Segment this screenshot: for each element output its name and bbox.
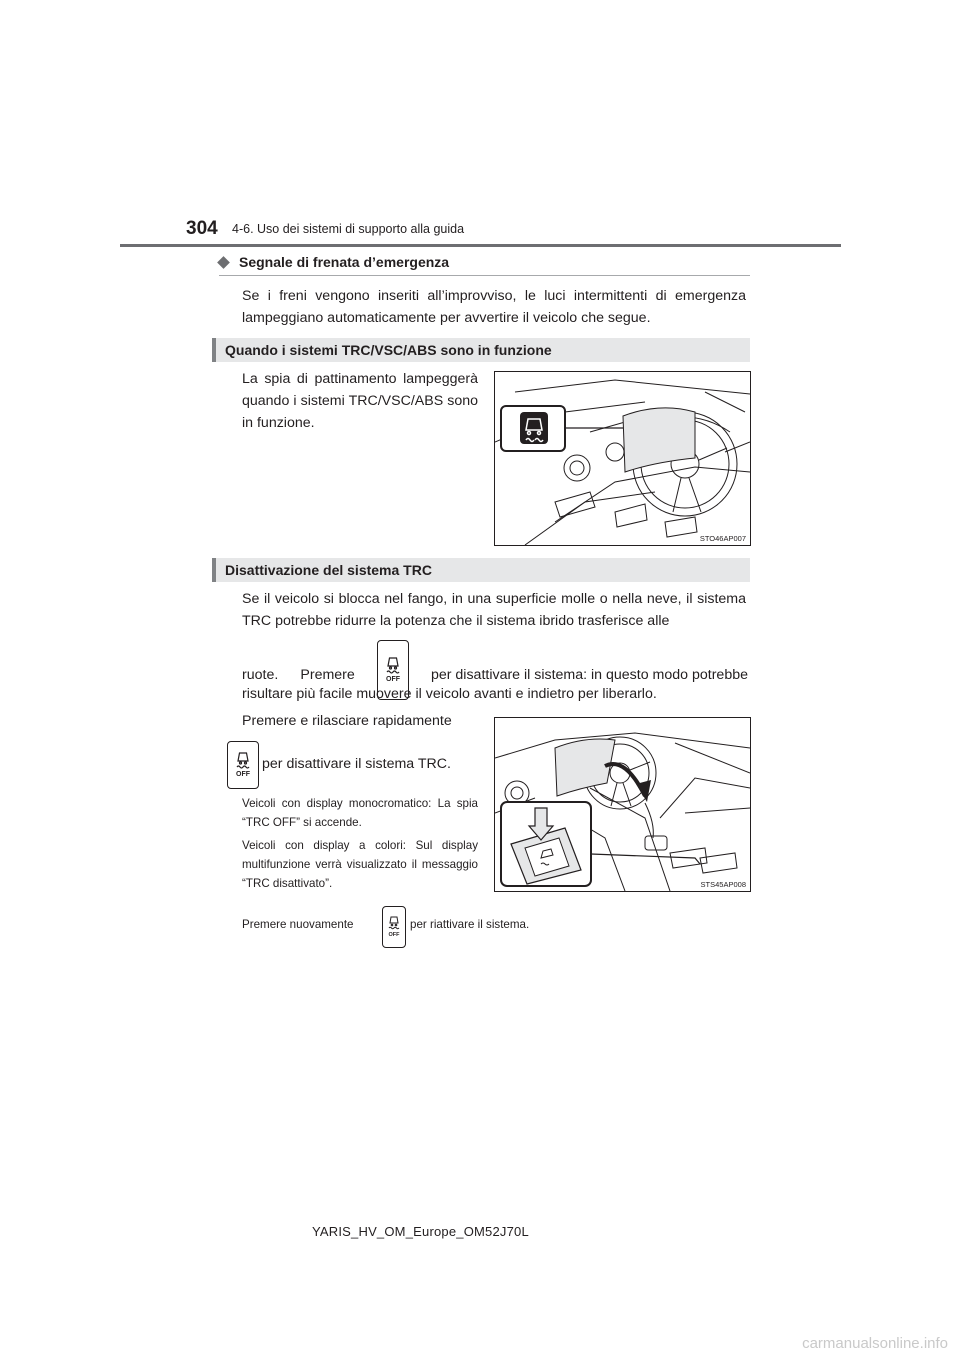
press-release-text: Premere e rilasciare rapidamente [242,713,452,729]
svg-text:OFF: OFF [236,771,250,778]
trc-off-button-icon [227,741,259,789]
text-disattivare: per disattivare il sistema: in questo modo potrebbe [430,667,748,683]
diamond-bullet-icon [217,256,230,269]
figure-code: STO46AP007 [699,534,746,543]
trc-off-button-icon [382,906,406,948]
section-title: Quando i sistemi TRC/VSC/ABS sono in funzione [225,342,552,358]
svg-text:OFF: OFF [385,676,400,683]
section-title: Disattivazione del sistema TRC [225,562,432,578]
reactivate-line [242,918,354,931]
text-ruote: ruote. [242,667,279,683]
section-heading-operation [212,338,750,362]
header-rule [120,244,841,247]
reactivate-text-b: per riattivare il sistema. [410,918,530,931]
heading-underline [219,275,750,276]
svg-text:OFF: OFF [388,932,400,938]
dashboard-illustration [495,372,750,545]
figure-code: STS45AP008 [700,880,746,889]
trc-off-switch-figure [494,717,751,892]
watermark: carmanualsonline.info [802,1335,948,1352]
section-marker [212,558,216,582]
reactivate-text-a: Premere nuovamente [242,918,354,931]
footer-doc-code: YARIS_HV_OM_Europe_OM52J70L [312,1224,529,1239]
mono-display-note: Veicoli con display monocromatico: La spia “TRC OFF” si accende. [242,797,478,829]
text-premere: Premere [300,667,355,683]
color-display-note: Veicoli con display a colori: Sul display multifunzione verrà visualizzato il messaggio “TRC disattivato”. [242,839,478,890]
page-number: 304 [186,218,218,239]
emergency-signal-title: Segnale di frenata d’emergenza [239,254,450,270]
trc-off-text-end: risultare più facile muovere il veicolo avanti e indietro per liberarlo. [242,686,657,702]
chapter-title: 4-6. Uso dei sistemi di supporto alla guida [232,222,465,236]
section-heading-trc-off [212,558,750,582]
operation-text: La spia di pattinamento lampeggerà quando i sistemi TRC/VSC/ABS sono in funzione. [242,371,478,431]
press-release-text-end: per disattivare il sistema TRC. [262,756,451,772]
center-console-illustration [495,718,750,891]
trc-off-text: Se il veicolo si blocca nel fango, in una superficie molle o nella neve, il sistema TRC potrebbe ridurre la potenza che il sistema ibrido trasferisce alle [242,591,746,629]
emergency-signal-text: Se i freni vengono inseriti all’improvviso, le luci intermittenti di emergenza lampeggiano automaticamente per avvertire il veicolo che segue. [242,288,746,326]
section-marker [212,338,216,362]
slip-indicator-figure [494,371,751,546]
emergency-signal-heading [219,254,449,270]
